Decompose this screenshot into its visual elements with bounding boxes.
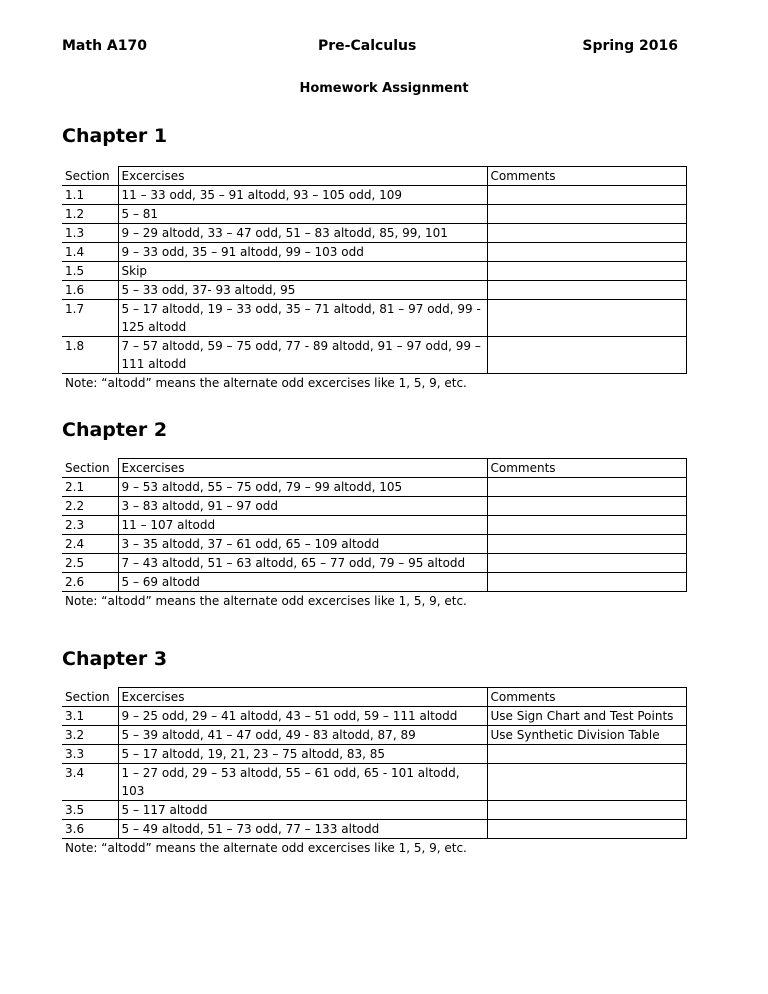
comments-cell: [487, 262, 686, 281]
header-comments: Comments: [487, 459, 686, 478]
section-cell: 1.3: [62, 224, 118, 243]
exercises-cell: 5 – 17 altodd, 19, 21, 23 – 75 altodd, 83, 85: [118, 745, 487, 764]
header-comments: Comments: [487, 688, 686, 707]
comments-cell: Use Synthetic Division Table: [487, 726, 686, 745]
table-row: [62, 726, 686, 745]
exercises-cell: 5 – 81: [118, 205, 487, 224]
section-cell: 1.2: [62, 205, 118, 224]
table-note-row: [62, 592, 686, 611]
exercises-cell: 9 – 33 odd, 35 – 91 altodd, 99 – 103 odd: [118, 243, 487, 262]
table-row: [62, 243, 686, 262]
section-cell: 2.6: [62, 573, 118, 592]
course-code: Math A170: [62, 38, 147, 54]
course-title: Pre-Calculus: [318, 38, 417, 54]
exercises-cell: 9 – 29 altodd, 33 – 47 odd, 51 – 83 altodd, 85, 99, 101: [118, 224, 487, 243]
table-row: [62, 707, 686, 726]
table-header-row: [62, 688, 686, 707]
comments-cell: [487, 205, 686, 224]
comments-cell: [487, 535, 686, 554]
comments-cell: [487, 801, 686, 820]
comments-cell: [487, 820, 686, 839]
table-row: [62, 535, 686, 554]
section-cell: 3.6: [62, 820, 118, 839]
section-cell: 1.7: [62, 300, 118, 337]
exercises-cell: 9 – 53 altodd, 55 – 75 odd, 79 – 99 altodd, 105: [118, 478, 487, 497]
header-exercises: Excercises: [118, 459, 487, 478]
section-cell: 2.2: [62, 497, 118, 516]
table-header-row: [62, 459, 686, 478]
header-comments: Comments: [487, 167, 686, 186]
exercises-cell: 5 – 39 altodd, 41 – 47 odd, 49 - 83 altodd, 87, 89: [118, 726, 487, 745]
exercises-cell: 5 – 69 altodd: [118, 573, 487, 592]
table-row: [62, 516, 686, 535]
comments-cell: [487, 497, 686, 516]
section-cell: 3.5: [62, 801, 118, 820]
comments-cell: [487, 281, 686, 300]
table-note: Note: “altodd” means the alternate odd excercises like 1, 5, 9, etc.: [65, 841, 467, 855]
table-row: [62, 337, 686, 374]
chapter-2-table: [62, 458, 687, 610]
header-section: Section: [62, 167, 118, 186]
comments-cell: [487, 554, 686, 573]
exercises-cell: 5 – 33 odd, 37- 93 altodd, 95: [118, 281, 487, 300]
exercises-cell: 7 – 43 altodd, 51 – 63 altodd, 65 – 77 odd, 79 – 95 altodd: [118, 554, 487, 573]
table-row: [62, 186, 686, 205]
comments-cell: [487, 478, 686, 497]
header-section: Section: [62, 688, 118, 707]
table-row: [62, 478, 686, 497]
comments-cell: [487, 764, 686, 801]
header-exercises: Excercises: [118, 688, 487, 707]
header-section: Section: [62, 459, 118, 478]
exercises-cell: 1 – 27 odd, 29 – 53 altodd, 55 – 61 odd, 65 - 101 altodd, 103: [118, 764, 487, 801]
table-row: [62, 300, 686, 337]
exercises-cell: 11 – 107 altodd: [118, 516, 487, 535]
section-cell: 1.6: [62, 281, 118, 300]
table-note: Note: “altodd” means the alternate odd excercises like 1, 5, 9, etc.: [65, 594, 467, 608]
comments-cell: [487, 243, 686, 262]
header-exercises: Excercises: [118, 167, 487, 186]
table-row: [62, 554, 686, 573]
table-row: [62, 224, 686, 243]
section-cell: 1.1: [62, 186, 118, 205]
section-cell: 3.4: [62, 764, 118, 801]
exercises-cell: 7 – 57 altodd, 59 – 75 odd, 77 - 89 altodd, 91 – 97 odd, 99 – 111 altodd: [118, 337, 487, 374]
table-header-row: [62, 167, 686, 186]
comments-cell: [487, 186, 686, 205]
comments-cell: Use Sign Chart and Test Points: [487, 707, 686, 726]
table-note: Note: “altodd” means the alternate odd excercises like 1, 5, 9, etc.: [65, 376, 467, 390]
section-cell: 1.5: [62, 262, 118, 281]
exercises-cell: 5 – 49 altodd, 51 – 73 odd, 77 – 133 altodd: [118, 820, 487, 839]
table-row: [62, 745, 686, 764]
chapter-3-title: Chapter 3: [62, 648, 168, 670]
comments-cell: [487, 300, 686, 337]
section-cell: 1.4: [62, 243, 118, 262]
chapter-1-title: Chapter 1: [62, 125, 168, 147]
table-row: [62, 281, 686, 300]
term: Spring 2016: [582, 38, 678, 54]
section-cell: 2.5: [62, 554, 118, 573]
table-row: [62, 205, 686, 224]
chapter-2-title: Chapter 2: [62, 419, 168, 441]
table-row: [62, 497, 686, 516]
exercises-cell: 3 – 35 altodd, 37 – 61 odd, 65 – 109 altodd: [118, 535, 487, 554]
exercises-cell: 5 – 17 altodd, 19 – 33 odd, 35 – 71 altodd, 81 – 97 odd, 99 - 125 altodd: [118, 300, 487, 337]
section-cell: 2.4: [62, 535, 118, 554]
chapter-3-table: [62, 687, 687, 857]
table-row: [62, 820, 686, 839]
table-note-row: [62, 374, 686, 393]
comments-cell: [487, 337, 686, 374]
section-cell: 3.2: [62, 726, 118, 745]
table-note-row: [62, 839, 686, 858]
chapter-1-table: [62, 166, 687, 392]
section-cell: 1.8: [62, 337, 118, 374]
section-cell: 2.3: [62, 516, 118, 535]
exercises-cell: 3 – 83 altodd, 91 – 97 odd: [118, 497, 487, 516]
comments-cell: [487, 516, 686, 535]
comments-cell: [487, 573, 686, 592]
table-row: [62, 764, 686, 801]
exercises-cell: Skip: [118, 262, 487, 281]
section-cell: 3.3: [62, 745, 118, 764]
table-row: [62, 573, 686, 592]
section-cell: 3.1: [62, 707, 118, 726]
exercises-cell: 9 – 25 odd, 29 – 41 altodd, 43 – 51 odd, 59 – 111 altodd: [118, 707, 487, 726]
table-row: [62, 801, 686, 820]
exercises-cell: 5 – 117 altodd: [118, 801, 487, 820]
page-subtitle: Homework Assignment: [299, 81, 469, 96]
comments-cell: [487, 745, 686, 764]
table-row: [62, 262, 686, 281]
comments-cell: [487, 224, 686, 243]
section-cell: 2.1: [62, 478, 118, 497]
exercises-cell: 11 – 33 odd, 35 – 91 altodd, 93 – 105 odd, 109: [118, 186, 487, 205]
